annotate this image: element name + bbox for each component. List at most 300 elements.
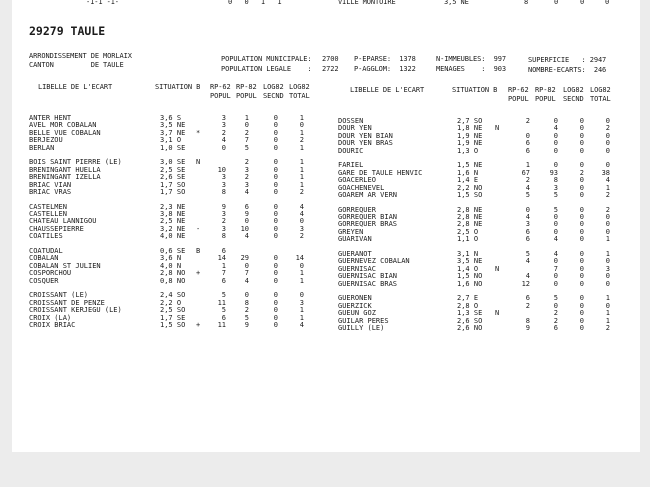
right-cell: 1 <box>605 183 610 192</box>
left-cell: 0 <box>273 121 278 130</box>
left-cell: 0 <box>273 276 278 285</box>
right-cell: 0 <box>579 323 584 332</box>
header-total-right: TOTAL <box>590 95 611 103</box>
left-cell: COBALAN ST JULIEN <box>29 261 101 270</box>
right-cell: 0 <box>579 220 584 229</box>
left-flag-column <box>196 115 206 329</box>
left-cell: 7 <box>244 136 249 145</box>
left-cell: 2,5 NE <box>160 217 186 226</box>
right-rp82-column <box>542 118 558 332</box>
right-cell: 0 <box>605 139 610 148</box>
right-cell <box>495 325 505 332</box>
right-cell: 4 <box>605 176 610 185</box>
right-cell <box>495 170 505 177</box>
right-cell: 1 <box>605 316 610 325</box>
left-cell: 10 <box>240 224 249 233</box>
left-cell: 2 <box>299 136 304 145</box>
right-cell: 1,5 SO <box>457 190 483 199</box>
left-cell: 14 <box>295 254 304 263</box>
left-cell: 5 <box>221 291 226 300</box>
right-cell: 6 <box>525 139 530 148</box>
left-cell: BRENINGANT IZELLA <box>29 173 101 182</box>
canton: CANTON DE TAULE <box>29 61 124 69</box>
right-cell: 2 <box>525 117 530 125</box>
left-cell: 1 <box>221 261 226 270</box>
right-cell: 5 <box>525 190 530 199</box>
left-cell: 1,7 SE <box>160 313 186 322</box>
right-cell: 1,5 NE <box>457 161 483 170</box>
right-cell: 2 <box>605 124 610 133</box>
left-cell: 4 <box>221 136 226 145</box>
left-cell: 0 <box>273 128 278 137</box>
left-cell: COSPORCHOU <box>29 269 72 278</box>
left-cell: 3,0 SE <box>160 158 186 167</box>
right-cell: 0 <box>553 272 558 281</box>
right-cell: 2,8 NE <box>457 205 483 214</box>
right-cell: GOACERLEO <box>338 176 376 185</box>
right-cell: 0 <box>605 117 610 125</box>
left-cell: 1 <box>299 128 304 137</box>
right-cell: 0 <box>579 213 584 222</box>
left-cell <box>264 241 278 248</box>
left-cell: BELLE VUE COBALAN <box>29 128 101 137</box>
left-libelle-column <box>29 115 161 329</box>
left-cell: CHATEAU LANNIGOU <box>29 217 97 226</box>
top-line-mid: 0 0 1 1 <box>228 0 282 6</box>
right-cell: 5 <box>553 190 558 199</box>
header-rp82: RP-82 <box>236 83 257 91</box>
left-cell: 0 <box>244 217 249 226</box>
right-cell: 1,9 NE <box>457 131 483 140</box>
header-rp62: RP-62 <box>210 83 231 91</box>
right-cell: 2 <box>553 316 558 325</box>
right-cell: 0 <box>579 146 584 155</box>
right-cell: 1 <box>605 294 610 303</box>
left-cell: 3,2 NE <box>160 224 186 233</box>
left-cell: 29 <box>240 254 249 263</box>
right-cell: 0 <box>579 301 584 310</box>
left-cell: 5 <box>244 143 249 152</box>
left-cell: CROISSANT (LE) <box>29 291 89 300</box>
left-cell: 3 <box>299 298 304 307</box>
right-cell: 0 <box>553 279 558 288</box>
left-cell: BERJEZOU <box>29 136 63 145</box>
left-cell: 0 <box>273 254 278 263</box>
left-cell: 2 <box>244 128 249 137</box>
right-cell: 2,7 SO <box>457 117 483 125</box>
left-cell <box>196 145 206 152</box>
right-cell <box>495 214 505 221</box>
right-cell: N <box>495 264 500 273</box>
right-cell: DOUR YEN BIAN <box>338 131 393 140</box>
right-cell: 8 <box>553 176 558 185</box>
right-cell: GUERNISAC BRAS <box>338 279 398 288</box>
left-cell <box>288 241 304 248</box>
right-cell: 0 <box>553 301 558 310</box>
left-cell: 7 <box>244 269 249 278</box>
right-cell: 3 <box>553 183 558 192</box>
right-cell <box>495 281 505 288</box>
left-cell <box>196 211 206 218</box>
right-cell <box>495 221 505 228</box>
left-cell <box>196 204 206 211</box>
right-cell: 0 <box>579 235 584 244</box>
left-cell: 14 <box>217 254 226 263</box>
right-cell: 2 <box>525 176 530 185</box>
left-cell: 2,5 SO <box>160 306 186 315</box>
left-cell <box>196 255 206 262</box>
right-flag-column <box>495 118 505 332</box>
left-cell: 3,8 NE <box>160 210 186 219</box>
left-cell: 1 <box>299 114 304 122</box>
right-cell <box>495 251 505 258</box>
right-cell: 4 <box>525 257 530 266</box>
right-cell <box>495 199 505 206</box>
right-cell: GOAREM AR VERN <box>338 190 398 199</box>
right-cell: 2,6 NO <box>457 323 483 332</box>
left-cell: 2,8 NO <box>160 269 186 278</box>
left-cell: 3 <box>244 180 249 189</box>
right-cell: 2 <box>605 205 610 214</box>
top-line-total: 0 <box>605 0 610 6</box>
right-cell: 2,6 SO <box>457 316 483 325</box>
right-cell: 6 <box>525 146 530 155</box>
population-municipale-label: POPULATION MUNICIPALE: <box>221 55 312 63</box>
right-cell: 1 <box>605 250 610 259</box>
right-cell: 5 <box>553 294 558 303</box>
right-cell: 0 <box>605 220 610 229</box>
left-cell <box>196 196 206 203</box>
right-cell <box>495 162 505 169</box>
right-cell: 0 <box>579 264 584 273</box>
right-cell: 93 <box>549 168 558 177</box>
left-cell: 0 <box>273 320 278 329</box>
top-line-name: VILLE MONTOIRE <box>338 0 396 6</box>
left-cell: 2 <box>221 128 226 137</box>
header-log82-total-right: LOG82 <box>590 86 611 94</box>
left-cell: 0 <box>273 158 278 167</box>
left-cell: 3,7 NE <box>160 128 186 137</box>
header-popul-rp82: POPUL <box>236 92 257 100</box>
left-cell: 0 <box>273 224 278 233</box>
right-cell: 1,3 SE <box>457 309 483 318</box>
right-cell: 0 <box>553 257 558 266</box>
right-cell: 1,3 O <box>457 146 479 155</box>
left-cell <box>206 152 226 159</box>
right-cell: 0 <box>579 176 584 185</box>
left-cell: 7 <box>221 269 226 278</box>
right-cell: 0 <box>579 131 584 140</box>
left-cell: 2 <box>221 217 226 226</box>
right-cell: 2 <box>605 190 610 199</box>
top-line-situation: 3,5 NE <box>444 0 469 6</box>
left-cell: 0 <box>299 261 304 270</box>
right-rp62-column <box>510 118 530 332</box>
right-cell: 2,8 O <box>457 301 479 310</box>
right-cell: 1,9 NE <box>457 139 483 148</box>
right-cell: 0 <box>605 279 610 288</box>
left-cell: 0 <box>273 165 278 174</box>
right-cell: N <box>495 309 500 318</box>
left-cell: AVEL MOR COBALAN <box>29 121 97 130</box>
right-cell: 0 <box>525 205 530 214</box>
right-cell <box>495 155 505 162</box>
left-cell: BOIS SAINT PIERRE (LE) <box>29 158 122 167</box>
right-cell: 4 <box>525 213 530 222</box>
left-cell: 10 <box>217 165 226 174</box>
right-cell: 1,4 O <box>457 264 479 273</box>
scanned-page <box>12 0 640 452</box>
left-cell: 0 <box>299 291 304 300</box>
left-cell: BRIAC VRAS <box>29 187 72 196</box>
left-cell: 1 <box>299 180 304 189</box>
arrondissement: ARRONDISSEMENT DE MORLAIX <box>29 52 132 60</box>
right-cell: 2,2 NO <box>457 183 483 192</box>
left-cell: N <box>196 158 201 167</box>
right-cell <box>495 133 505 140</box>
left-cell: 0,6 SE <box>160 247 186 256</box>
commune-title: 29279 TAULE <box>29 24 106 38</box>
right-cell: 3,1 N <box>457 250 479 259</box>
right-cell: 2 <box>525 301 530 310</box>
left-cell: 2,3 NE <box>160 202 186 211</box>
right-cell: 1 <box>525 161 530 170</box>
left-cell: 4 <box>299 202 304 211</box>
left-cell: 1 <box>299 306 304 315</box>
right-cell: GUILLY (LE) <box>338 323 385 332</box>
right-cell: N <box>495 124 500 133</box>
right-cell: 0 <box>553 213 558 222</box>
left-cell: COSQUER <box>29 276 59 285</box>
left-cell: COATILES <box>29 232 63 241</box>
right-cell: 1,5 NO <box>457 272 483 281</box>
right-cell: 0 <box>579 250 584 259</box>
right-cell: 8 <box>525 316 530 325</box>
left-cell: 0 <box>273 261 278 270</box>
left-cell: 6 <box>244 202 249 211</box>
left-cell: + <box>196 320 201 329</box>
right-cell <box>495 207 505 214</box>
right-cell: 0 <box>579 205 584 214</box>
header-log82-secnd: LOG82 <box>263 83 284 91</box>
n-immeubles: N-IMMEUBLES: 997 <box>436 55 506 63</box>
right-cell: 0 <box>605 301 610 310</box>
right-cell: 0 <box>553 131 558 140</box>
menages: MENAGES : 903 <box>436 65 506 73</box>
left-cell: 1 <box>244 114 249 122</box>
population-municipale: 2700 <box>322 55 339 63</box>
left-cell: 2 <box>244 306 249 315</box>
left-cell: CROIX (LA) <box>29 313 72 322</box>
left-cell: 1 <box>299 143 304 152</box>
left-cell <box>196 233 206 240</box>
left-cell: 9 <box>244 320 249 329</box>
right-cell: 6 <box>525 227 530 236</box>
left-cell: B <box>196 247 201 256</box>
left-cell: 4 <box>244 187 249 196</box>
right-secnd-column <box>570 118 584 332</box>
right-cell <box>495 273 505 280</box>
right-cell: 0 <box>579 183 584 192</box>
left-cell: 0 <box>221 143 226 152</box>
right-cell: 0 <box>579 309 584 318</box>
left-cell: 0 <box>273 232 278 241</box>
left-cell: 2 <box>244 173 249 182</box>
right-cell: GUERNEVEZ COBALAN <box>338 257 410 266</box>
right-cell: 4 <box>553 235 558 244</box>
left-cell: 9 <box>221 202 226 211</box>
left-cell: 0 <box>273 298 278 307</box>
left-cell: 4 <box>244 276 249 285</box>
right-cell: DOSSEN <box>338 117 364 125</box>
left-cell: 0 <box>273 180 278 189</box>
right-cell: 3 <box>605 264 610 273</box>
top-line-secnd: 0 <box>580 0 585 6</box>
left-cell: 4 <box>299 210 304 219</box>
right-cell: 0 <box>605 227 610 236</box>
header-situation-right: SITUATION B <box>452 86 498 94</box>
left-cell <box>196 167 206 174</box>
right-cell: 0 <box>579 124 584 133</box>
right-cell: 12 <box>521 279 530 288</box>
left-cell: 1,0 SE <box>160 143 186 152</box>
left-rp62-column <box>206 115 226 329</box>
right-cell: 1 <box>605 235 610 244</box>
left-cell: 3,5 NE <box>160 121 186 130</box>
left-cell: 0,8 NO <box>160 276 186 285</box>
left-cell: 0 <box>273 210 278 219</box>
top-line-rp82: 0 <box>554 0 559 6</box>
left-cell: CROISSANT KERJEGU (LE) <box>29 306 122 315</box>
right-cell: 0 <box>579 279 584 288</box>
left-cell: 0 <box>273 313 278 322</box>
left-cell: * <box>196 128 201 137</box>
left-cell: CROIX BRIAC <box>29 320 76 329</box>
right-cell: GUERNISAC BIAN <box>338 272 398 281</box>
right-cell: 5 <box>525 250 530 259</box>
right-cell: 0 <box>605 257 610 266</box>
right-cell: 0 <box>605 213 610 222</box>
right-cell: 4 <box>525 183 530 192</box>
right-cell: GUERANOT <box>338 250 372 259</box>
left-situation-column <box>160 115 200 329</box>
right-cell <box>495 148 505 155</box>
right-cell <box>495 185 505 192</box>
left-cell <box>196 189 206 196</box>
left-cell: 0 <box>273 143 278 152</box>
left-cell: 0 <box>299 121 304 130</box>
left-cell: 0 <box>273 291 278 300</box>
right-cell: 1,8 NE <box>457 124 483 133</box>
right-cell: 3 <box>525 220 530 229</box>
left-cell: 3 <box>221 173 226 182</box>
left-secnd-column <box>264 115 278 329</box>
right-cell: 6 <box>525 235 530 244</box>
left-cell: 8 <box>221 187 226 196</box>
right-cell: 5 <box>553 205 558 214</box>
right-cell: 0 <box>579 139 584 148</box>
right-cell: FARIEL <box>338 161 364 170</box>
left-cell: 4 <box>244 232 249 241</box>
right-cell: DOURIC <box>338 146 364 155</box>
right-cell: 0 <box>553 117 558 125</box>
right-cell: GORREQUER <box>338 205 376 214</box>
right-cell: GUEUN GOZ <box>338 309 376 318</box>
left-cell: 1,5 SO <box>160 320 186 329</box>
left-cell: 3 <box>299 224 304 233</box>
right-cell: 0 <box>553 220 558 229</box>
left-cell: + <box>196 269 201 278</box>
left-cell: 2,5 SE <box>160 165 186 174</box>
left-cell: - <box>196 224 201 233</box>
right-cell: 1,6 N <box>457 168 479 177</box>
header-log82-total: LOG82 <box>289 83 310 91</box>
superficie: SUPERFICIE : 2947 <box>528 56 607 64</box>
left-cell: 11 <box>217 320 226 329</box>
left-cell: 1,7 SO <box>160 180 186 189</box>
left-cell: 1 <box>299 158 304 167</box>
right-cell: 7 <box>553 264 558 273</box>
right-cell: 1,4 E <box>457 176 479 185</box>
right-cell: 1,6 NO <box>457 279 483 288</box>
left-cell: 5 <box>221 306 226 315</box>
right-cell: GUARIVAN <box>338 235 372 244</box>
right-cell: 0 <box>553 146 558 155</box>
right-cell: DOUR YEN <box>338 124 372 133</box>
right-cell: DOUR YEN BRAS <box>338 139 393 148</box>
right-cell: 2,7 E <box>457 294 479 303</box>
right-cell: 0 <box>605 161 610 170</box>
left-cell <box>196 182 206 189</box>
left-cell: 6 <box>221 276 226 285</box>
left-cell: 0 <box>299 217 304 226</box>
right-cell: 2,5 O <box>457 227 479 236</box>
right-total-column <box>594 118 610 332</box>
left-cell: COBALAN <box>29 254 59 263</box>
left-cell <box>196 292 206 299</box>
left-cell: 1 <box>299 269 304 278</box>
left-cell: 3 <box>221 224 226 233</box>
right-libelle-column <box>338 118 458 332</box>
top-line-left: -1-1 -1- <box>86 0 119 6</box>
right-cell: 2,8 NE <box>457 213 483 222</box>
p-agglom: P-AGGLOM: 1322 <box>354 65 416 73</box>
left-cell: 1 <box>299 313 304 322</box>
left-cell: 4,0 NE <box>160 232 186 241</box>
left-cell: 2 <box>244 158 249 167</box>
right-cell <box>495 229 505 236</box>
right-cell: GARE DE TAULE HENVIC <box>338 168 423 177</box>
left-cell: 3 <box>221 180 226 189</box>
left-cell: 8 <box>221 232 226 241</box>
right-cell: 0 <box>553 139 558 148</box>
header-total: TOTAL <box>289 92 310 100</box>
right-cell: 4 <box>553 124 558 133</box>
left-cell: 3 <box>221 121 226 130</box>
left-cell <box>196 115 206 122</box>
left-cell: 2 <box>299 187 304 196</box>
right-cell <box>495 244 505 251</box>
left-cell: 0 <box>273 114 278 122</box>
left-cell: 3,1 O <box>160 136 182 145</box>
right-cell: 0 <box>553 161 558 170</box>
left-cell: 11 <box>217 298 226 307</box>
right-cell: 2 <box>605 323 610 332</box>
left-cell: 6 <box>221 247 226 256</box>
left-cell: BERLAN <box>29 143 55 152</box>
left-cell: 3 <box>244 165 249 174</box>
left-cell <box>196 174 206 181</box>
